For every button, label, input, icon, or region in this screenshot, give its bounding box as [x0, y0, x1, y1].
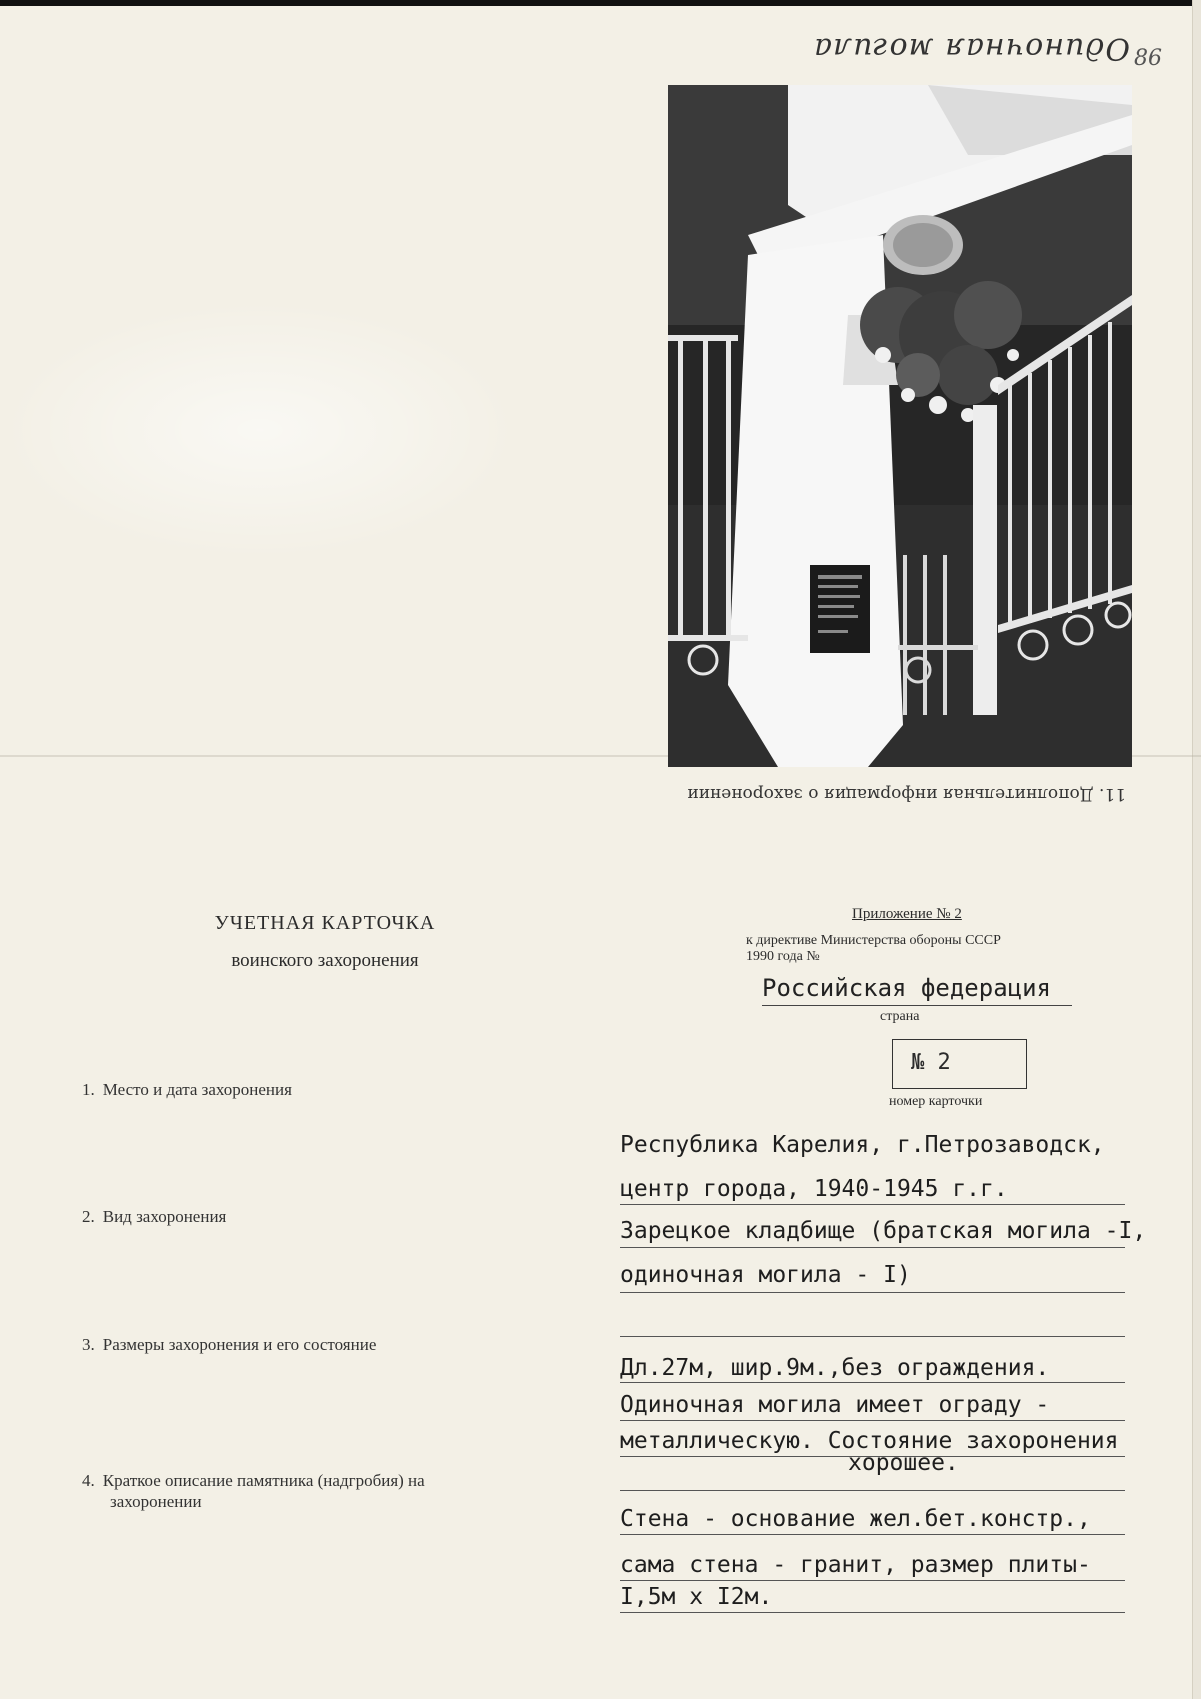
section-3-label — [82, 1335, 376, 1355]
rule-2 — [620, 1247, 1125, 1248]
typed-line-4: одиночная могила - I) — [620, 1262, 911, 1288]
typed-line-7: металлическую. Состояние захоронения — [620, 1428, 1119, 1454]
section-2-label — [82, 1207, 226, 1227]
typed-line-9: сама стена - гранит, размер плиты- — [620, 1552, 1091, 1578]
rule-11 — [620, 1612, 1125, 1613]
card-subtitle: воинского захоронения — [231, 950, 419, 971]
section-4-text-continued: захоронении — [110, 1492, 202, 1511]
photo-caption: 11. Дополнительная информация о захоронении — [687, 784, 1126, 804]
typed-line-2: центр города, 1940-1945 г.г. — [620, 1176, 1008, 1202]
typed-line-10: I,5м х I2м. — [620, 1584, 773, 1610]
directive-reference — [746, 933, 1126, 965]
paper-sheen — [0, 300, 520, 560]
country-rule — [762, 1005, 1072, 1006]
memorial-photo-drawing — [668, 85, 1132, 767]
card-number-caption: номер карточки — [889, 1094, 983, 1109]
rule-4 — [620, 1336, 1125, 1337]
directive-line-1: к директиве Министерства обороны СССР — [746, 933, 1001, 948]
country-value: Российская федерация — [762, 974, 1051, 1002]
typed-line-6: Одиночная могила имеет ограду - — [620, 1392, 1050, 1418]
handwritten-note: Одиночная могила — [813, 31, 1130, 66]
card-number-box — [892, 1039, 1027, 1089]
rule-5 — [620, 1382, 1125, 1383]
country-caption: страна — [880, 1009, 920, 1024]
page-right-edge — [1192, 0, 1201, 1699]
section-4-number: 4. — [82, 1471, 95, 1490]
typed-line-1: Республика Карелия, г.Петрозаводск, — [620, 1132, 1105, 1158]
rule-3 — [620, 1292, 1125, 1293]
section-1-text: Место и дата захоронения — [102, 1080, 292, 1099]
section-3-number: 3. — [82, 1335, 95, 1354]
directive-line-2: 1990 года № — [746, 949, 820, 964]
typed-line-7-continued: хорошее. — [848, 1450, 959, 1476]
section-3-text: Размеры захоронения и его состояние — [102, 1335, 377, 1354]
typed-line-8: Стена - основание жел.бет.констр., — [620, 1506, 1091, 1532]
section-4-text: Краткое описание памятника (надгробия) на — [102, 1471, 425, 1490]
section-1-label — [82, 1080, 292, 1100]
page-top-edge — [0, 0, 1201, 6]
section-2-text: Вид захоронения — [102, 1207, 227, 1226]
typed-line-5: Дл.27м, шир.9м.,без ограждения. — [620, 1355, 1050, 1381]
section-1-number: 1. — [82, 1080, 95, 1099]
handwritten-number: 86 — [1134, 46, 1162, 71]
rule-9 — [620, 1534, 1125, 1535]
typed-line-3: Зарецкое кладбище (братская могила -I, — [620, 1218, 1147, 1244]
section-2-number: 2. — [82, 1207, 95, 1226]
rule-7 — [620, 1456, 1125, 1457]
appendix-label: Приложение № 2 — [852, 906, 962, 922]
card-title: УЧЕТНАЯ КАРТОЧКА — [214, 912, 436, 934]
card-number-value: № 2 — [911, 1050, 951, 1075]
rule-1 — [620, 1204, 1125, 1205]
section-4-label — [82, 1470, 582, 1512]
rule-10 — [620, 1580, 1125, 1581]
rule-6 — [620, 1420, 1125, 1421]
memorial-photo — [668, 85, 1132, 767]
rule-8 — [620, 1490, 1125, 1491]
